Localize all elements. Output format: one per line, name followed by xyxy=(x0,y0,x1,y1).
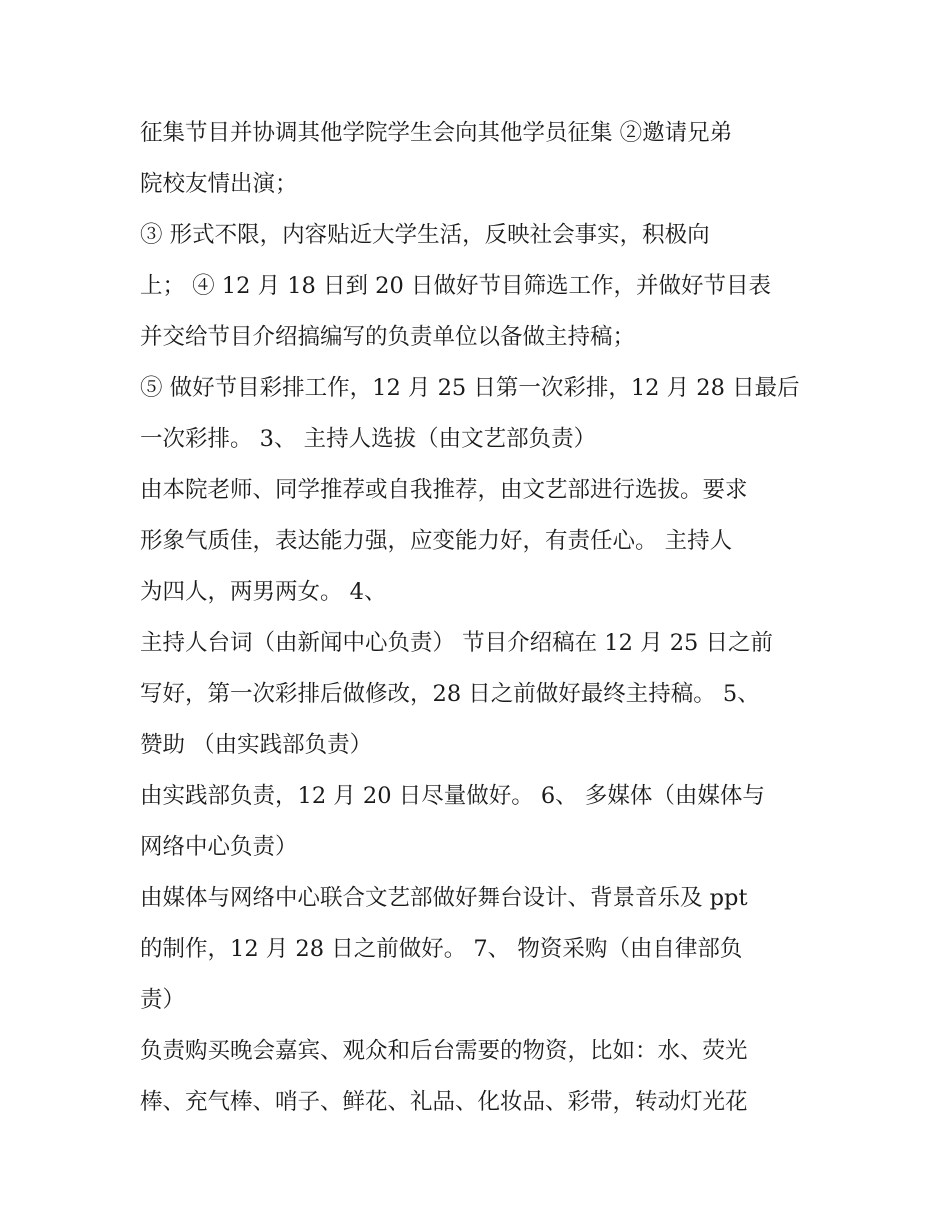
text-line: 为四人，两男两女。 4、 xyxy=(140,579,387,605)
text-line: 写好，第一次彩排后做修改，28 日之前做好最终主持稿。 5、 xyxy=(140,681,760,707)
text-line: 形象气质佳，表达能力强，应变能力好，有责任心。 主持人 xyxy=(140,528,733,554)
text-line: 棒、充气棒、哨子、鲜花、礼品、化妆品、彩带，转动灯光花 xyxy=(140,1089,748,1115)
text-line: 的制作，12 月 28 日之前做好。 7、 物资采购（由自律部负 xyxy=(140,936,743,962)
text-line: 征集节目并协调其他学院学生会向其他学员征集 ②邀请兄弟 xyxy=(140,120,733,146)
text-line: 网络中心负责） xyxy=(140,834,298,860)
text-line: 主持人台词（由新闻中心负责） 节目介绍稿在 12 月 25 日之前 xyxy=(140,630,774,656)
text-line: 由本院老师、同学推荐或自我推荐，由文艺部进行选拔。要求 xyxy=(140,477,748,503)
document-body xyxy=(140,108,820,1128)
text-line: 上； ④ 12 月 18 日到 20 日做好节目筛选工作，并做好节目表 xyxy=(140,273,771,299)
text-line: ⑤ 做好节目彩排工作，12 月 25 日第一次彩排，12 月 28 日最后 xyxy=(140,375,800,401)
text-line: 并交给节目介绍搞编写的负责单位以备做主持稿； xyxy=(140,324,636,350)
text-line: ③ 形式不限，内容贴近大学生活，反映社会事实，积极向 xyxy=(140,222,710,248)
text-line: 赞助 （由实践部负责） xyxy=(140,732,373,758)
text-line: 负责购买晚会嘉宾、观众和后台需要的物资，比如：水、荧光 xyxy=(140,1038,748,1064)
text-line: 责） xyxy=(140,987,186,1013)
text-line: 由实践部负责，12 月 20 日尽量做好。 6、 多媒体（由媒体与 xyxy=(140,783,765,809)
text-line: 由媒体与网络中心联合文艺部做好舞台设计、背景音乐及 ppt xyxy=(140,885,748,911)
text-line: 一次彩排。 3、 主持人选拔（由文艺部负责） xyxy=(140,426,597,452)
text-line: 院校友情出演； xyxy=(140,171,298,197)
